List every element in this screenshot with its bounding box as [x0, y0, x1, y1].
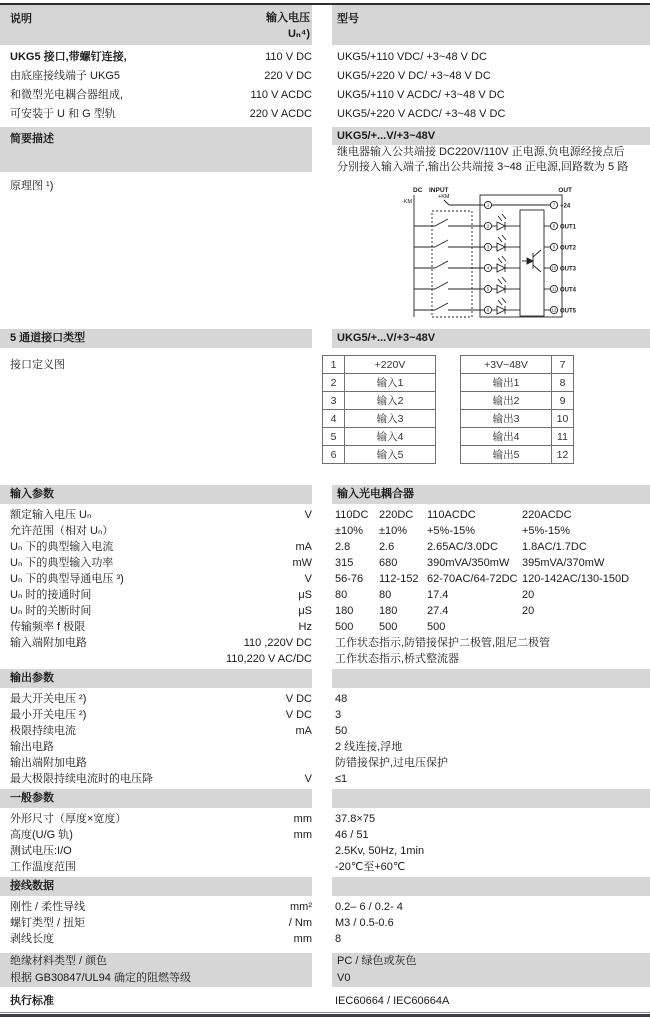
- param-unit: V: [304, 509, 312, 521]
- param-value: 120-142AC/130-150D: [522, 573, 630, 585]
- section-band-right: [332, 877, 650, 896]
- param-label: Uₙ 下的典型输入电流: [10, 541, 114, 553]
- param-value: 17.4: [427, 589, 449, 601]
- param-value: 工作状态指示,桥式整流器: [335, 653, 460, 665]
- param-row: [0, 723, 650, 739]
- param-unit: mW: [292, 557, 312, 569]
- interface-tables: [322, 355, 574, 464]
- model-code: UKG5/+110 VDC/ +3~48 V DC: [337, 51, 487, 63]
- svg-text:OUT1: OUT1: [560, 224, 577, 231]
- param-value: [522, 619, 650, 635]
- out-label: OUT: [558, 187, 572, 194]
- param-label: 绝缘材料类型 / 颜色: [10, 955, 108, 967]
- pos-km-label: +KM: [438, 194, 450, 200]
- schematic-section: [0, 175, 650, 327]
- param-value: ±10%: [335, 525, 364, 537]
- brief-section: [0, 127, 650, 175]
- channel-model: UKG5/+...V/+3~48V: [332, 329, 650, 348]
- table-row: +3V~48V 7: [461, 356, 574, 374]
- table-row: 输出5 12: [461, 446, 574, 464]
- svg-text:4: 4: [486, 265, 490, 271]
- param-unit: μS: [298, 605, 312, 617]
- param-label: 传输频率 f 极限: [10, 621, 86, 633]
- svg-text:9: 9: [552, 244, 556, 250]
- model-desc: 和微型光电耦合器组成,: [10, 89, 124, 101]
- svg-text:OUT4: OUT4: [560, 287, 577, 294]
- table-row: 6 输入5: [323, 446, 436, 464]
- param-unit: mA: [295, 725, 312, 737]
- param-value: 防错接保护,过电压保护: [335, 757, 449, 769]
- param-value: PC / 绿色或灰色: [337, 955, 417, 967]
- param-row: [0, 859, 650, 875]
- param-label: 额定输入电压 Uₙ: [10, 509, 92, 521]
- model-code: UKG5/+220 V ACDC/ +3~48 V DC: [337, 108, 506, 120]
- param-row: [0, 771, 650, 787]
- table-row: [0, 86, 650, 105]
- col-header-model: 型号: [332, 5, 650, 45]
- table-row: [0, 48, 650, 67]
- param-row: [0, 915, 650, 931]
- param-value: 37.8×75: [335, 813, 376, 825]
- param-value: 500: [379, 621, 398, 633]
- param-row: [0, 811, 650, 827]
- param-value: 220ACDC: [522, 509, 572, 521]
- param-row: [0, 619, 650, 635]
- param-value: 220DC: [379, 509, 414, 521]
- param-label: Uₙ 时的关断时间: [10, 605, 92, 617]
- param-unit: V DC: [285, 709, 312, 721]
- standard-section: [0, 992, 650, 1010]
- param-label: 高度(U/G 轨): [10, 829, 73, 841]
- param-unit: μS: [298, 589, 312, 601]
- param-value: ≤1: [335, 773, 348, 785]
- param-label: [10, 651, 226, 667]
- param-label: 工作温度范围: [10, 861, 76, 873]
- param-unit: mm: [293, 933, 312, 945]
- model-desc: 可安装于 U 和 G 型轨: [10, 108, 116, 120]
- param-row: [0, 523, 650, 539]
- param-value: +5%-15%: [522, 525, 571, 537]
- param-value: ±10%: [379, 525, 408, 537]
- wiring-section-band: [0, 877, 650, 896]
- wiring-section-title: 接线数据: [0, 877, 312, 896]
- param-row: [0, 507, 650, 523]
- param-label: 螺钉类型 / 扭矩: [10, 917, 86, 929]
- left-terminal-numbers: [487, 203, 490, 313]
- model-voltage: 220 V DC: [264, 70, 312, 82]
- param-row: [0, 571, 650, 587]
- svg-text:12: 12: [551, 307, 557, 313]
- interface-table-right: [460, 355, 574, 464]
- table-row: 3 输入2: [323, 392, 436, 410]
- param-label: 最大开关电压 ²): [10, 693, 87, 705]
- param-value: 50: [335, 725, 348, 737]
- param-row: [0, 707, 650, 723]
- channel-section-band: [0, 329, 650, 348]
- phototransistor-symbol: [522, 250, 541, 272]
- interface-table-left: [322, 355, 436, 464]
- param-label: 剥线长度: [10, 933, 54, 945]
- schematic-label: 原理图 ¹): [10, 180, 54, 192]
- param-unit: mm: [293, 813, 312, 825]
- param-value: 112-152: [379, 573, 419, 585]
- param-value: 395mVA/370mW: [522, 557, 605, 569]
- param-value: 80: [335, 589, 348, 601]
- param-value: 20: [522, 605, 535, 617]
- param-label: 根据 GB30847/UL94 确定的阻燃等级: [10, 972, 191, 984]
- param-row: [0, 587, 650, 603]
- param-value: 1.8AC/1.7DC: [522, 541, 587, 553]
- output-section-band: [0, 669, 650, 688]
- model-code: UKG5/+110 V ACDC/ +3~48 V DC: [337, 89, 505, 101]
- table-row: 输出1 8: [461, 374, 574, 392]
- param-value: 180: [379, 605, 398, 617]
- param-label: 输入端附加电路: [10, 637, 87, 649]
- insulation-rows: [0, 953, 650, 987]
- datasheet-page: [0, 3, 650, 1007]
- brief-title: 简要描述: [0, 127, 312, 172]
- param-row: [0, 691, 650, 707]
- svg-text:2: 2: [486, 223, 490, 229]
- param-value: 3: [335, 709, 342, 721]
- param-label: 允许范围（相对 Uₙ）: [10, 525, 114, 537]
- brief-right: [332, 127, 650, 175]
- svg-text:1: 1: [486, 202, 490, 208]
- svg-text:3: 3: [486, 244, 490, 250]
- svg-text:6: 6: [486, 307, 490, 313]
- param-row: [0, 970, 650, 987]
- general-params: [0, 811, 650, 875]
- channel-title: 5 通道接口类型: [0, 329, 312, 348]
- svg-text:+24: +24: [560, 203, 571, 210]
- model-voltage: 220 V ACDC: [249, 108, 312, 120]
- param-label: 刚性 / 柔性导线: [10, 901, 86, 913]
- header-band: [0, 5, 650, 45]
- section-band-right: [332, 669, 650, 688]
- model-voltage: 110 V ACDC: [250, 89, 312, 101]
- param-unit: mm²: [290, 901, 312, 913]
- param-row: [0, 635, 650, 651]
- svg-text:OUT5: OUT5: [560, 308, 577, 315]
- section-band-right: [332, 789, 650, 808]
- param-value: 62-70AC/64-72DC: [427, 573, 518, 585]
- svg-text:OUT3: OUT3: [560, 266, 577, 273]
- param-value: 工作状态指示,防错接保护二极管,阻尼二极管: [335, 637, 551, 649]
- svg-text:5: 5: [486, 286, 490, 292]
- param-row: [0, 899, 650, 915]
- param-value: 110DC: [335, 509, 369, 521]
- param-label: 外形尺寸（厚度×宽度）: [10, 813, 127, 825]
- param-value: 20: [522, 589, 535, 601]
- table-row: 2 输入1: [323, 374, 436, 392]
- param-label: Uₙ 下的典型导通电压 ³): [10, 573, 124, 585]
- table-row: 4 输入3: [323, 410, 436, 428]
- param-label: 最小开关电压 ²): [10, 709, 87, 721]
- model-table: [0, 48, 650, 124]
- param-value: 680: [379, 557, 398, 569]
- param-value: 390mVA/350mW: [427, 557, 510, 569]
- param-value: 46 / 51: [335, 829, 369, 841]
- output-section-title: 输出参数: [0, 669, 312, 688]
- bottom-rule: [0, 1012, 650, 1017]
- param-value: 2.5Kv, 50Hz, 1min: [335, 845, 425, 857]
- param-label: Uₙ 时的接通时间: [10, 589, 92, 601]
- param-unit: / Nm: [288, 917, 312, 929]
- param-unit: 110,220 V AC/DC: [225, 653, 312, 665]
- param-value: 500: [335, 621, 354, 633]
- right-terminal-numbers: [552, 203, 557, 313]
- param-value: +5%-15%: [427, 525, 476, 537]
- param-unit: mm: [293, 829, 312, 841]
- param-row: [0, 755, 650, 771]
- param-value: 0.2– 6 / 0.2- 4: [335, 901, 403, 913]
- input-section-subtitle: 输入光电耦合器: [332, 485, 650, 504]
- param-value: 8: [335, 933, 342, 945]
- param-value: 80: [379, 589, 392, 601]
- param-label: 最大极限持续电流时的电压降: [10, 773, 153, 785]
- param-label: 测试电压:I/O: [10, 845, 72, 857]
- input-section-title: 输入参数: [0, 485, 312, 504]
- param-row: [0, 555, 650, 571]
- model-desc: UKG5 接口,带螺钉连接,: [10, 51, 127, 63]
- param-row: [0, 953, 650, 970]
- brief-desc-line: 继电器输入公共端接 DC220V/110V 正电源,负电源经接点后: [337, 146, 625, 158]
- svg-text:8: 8: [552, 223, 556, 229]
- led-symbols: [492, 214, 520, 314]
- param-row: [0, 827, 650, 843]
- input-section-band: [0, 485, 650, 504]
- table-row: 输出2 9: [461, 392, 574, 410]
- param-value: 56-76: [335, 573, 364, 585]
- interface-table-divider: [436, 355, 460, 464]
- param-label: 极限持续电流: [10, 725, 76, 737]
- svg-text:OUT2: OUT2: [560, 245, 577, 252]
- table-row: 输出3 10: [461, 410, 574, 428]
- param-value: 315: [335, 557, 354, 569]
- general-section-band: [0, 789, 650, 808]
- param-label: 输出端附加电路: [10, 757, 87, 769]
- output-labels: [560, 204, 577, 315]
- dc-label: DC: [413, 187, 423, 194]
- table-row: 5 输入4: [323, 428, 436, 446]
- table-row: [0, 67, 650, 86]
- param-unit: V DC: [285, 693, 312, 705]
- col-header-voltage: 输入电压 Uₙ⁴): [266, 12, 310, 40]
- wiring-params: [0, 899, 650, 947]
- param-value: V0: [337, 972, 351, 984]
- interface-label: 接口定义图: [10, 359, 65, 371]
- neg-km-label: -KM: [402, 199, 413, 205]
- circuit-diagram: [402, 183, 582, 325]
- param-label: Uₙ 下的典型输入功率: [10, 557, 114, 569]
- param-unit: Hz: [298, 621, 312, 633]
- input-label: INPUT: [429, 187, 449, 194]
- param-value: 180: [335, 605, 354, 617]
- param-row: [0, 603, 650, 619]
- param-row: [0, 992, 650, 1010]
- param-row: [0, 539, 650, 555]
- standard-value: IEC60664 / IEC60664A: [335, 995, 450, 1007]
- param-value: M3 / 0.5-0.6: [335, 917, 394, 929]
- param-label: 输出电路: [10, 741, 54, 753]
- param-unit: mA: [295, 541, 312, 553]
- brief-desc-line: 分别接入输入端子,输出公共端接 3~48 正电源,回路数为 5 路: [337, 161, 629, 173]
- interface-section: [0, 353, 650, 475]
- param-row: [0, 931, 650, 947]
- table-row: 输出4 11: [461, 428, 574, 446]
- param-row: [0, 739, 650, 755]
- col-header-desc: 说明: [10, 13, 32, 25]
- model-desc: 由底座接线端子 UKG5: [10, 70, 121, 82]
- param-value: 48: [335, 693, 348, 705]
- standard-label: 执行标准: [10, 995, 54, 1007]
- brief-model: UKG5/+...V/+3~48V: [332, 127, 650, 145]
- output-params: [0, 691, 650, 787]
- param-value: 27.4: [427, 605, 449, 617]
- param-value: 500: [427, 621, 446, 633]
- param-row: [0, 651, 650, 667]
- table-row: [0, 105, 650, 124]
- model-code: UKG5/+220 V DC/ +3~48 V DC: [337, 70, 491, 82]
- input-params: [0, 507, 650, 667]
- svg-text:11: 11: [551, 286, 557, 292]
- svg-text:10: 10: [551, 265, 557, 271]
- param-unit: V: [304, 573, 312, 585]
- param-unit: V: [304, 773, 312, 785]
- column-gap: [312, 5, 332, 45]
- param-value: 2 线连接,浮地: [335, 741, 403, 753]
- general-section-title: 一般参数: [0, 789, 312, 808]
- header-left: [0, 5, 312, 45]
- param-value: 110ACDC: [427, 509, 476, 521]
- svg-text:7: 7: [552, 202, 556, 208]
- table-row: 1 +220V: [323, 356, 436, 374]
- param-value: 2.8: [335, 541, 351, 553]
- model-voltage: 110 V DC: [265, 51, 312, 63]
- param-value: -20℃至+60℃: [335, 861, 406, 873]
- param-value: 2.6: [379, 541, 395, 553]
- param-value: 2.65AC/3.0DC: [427, 541, 498, 553]
- param-unit: 110 ,220V DC: [243, 637, 312, 649]
- param-row: [0, 843, 650, 859]
